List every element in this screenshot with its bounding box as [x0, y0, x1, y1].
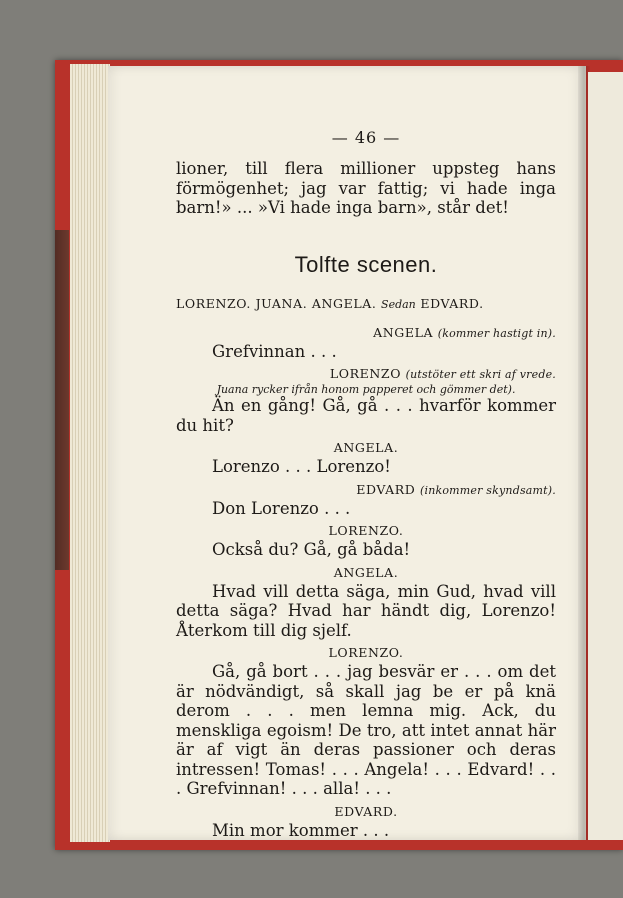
- page-edges: [70, 64, 110, 842]
- speaker-name: EDVARD: [356, 481, 416, 497]
- cast-edvard: EDVARD.: [420, 295, 484, 311]
- speaker-name: LORENZO.: [328, 645, 404, 660]
- speech-text: Lorenzo . . . Lorenzo!: [212, 457, 391, 476]
- speech-text: Don Lorenzo . . .: [212, 498, 351, 518]
- speaker-line: [176, 523, 556, 538]
- speaker-name: ANGELA: [373, 324, 434, 340]
- stage-direction: (utstöter ett skri af vrede.: [405, 368, 556, 381]
- speaker-name: EDVARD.: [334, 803, 398, 819]
- speaker-line: [176, 645, 556, 660]
- cast-names: LORENZO. JUANA. ANGELA.: [176, 295, 377, 311]
- speech-text: Grefvinnan . . .: [212, 341, 337, 361]
- stage-direction: (kommer hastigt in).: [437, 326, 556, 340]
- speech-text: Också du? Gå, gå båda!: [212, 540, 411, 559]
- cast-list: [176, 296, 556, 311]
- page-content: [176, 128, 556, 840]
- speaker-line: [176, 482, 556, 497]
- speaker-name: LORENZO.: [328, 523, 404, 538]
- speaker-name: ANGELA.: [333, 564, 399, 580]
- speaker-name: LORENZO: [329, 366, 402, 381]
- speaker-line: [176, 366, 556, 381]
- speaker-line: [176, 804, 556, 819]
- cover-marbling: [55, 230, 69, 570]
- speaker-name: ANGELA.: [333, 440, 399, 455]
- page-number: — 46 —: [331, 128, 401, 147]
- speech-text: Gå, gå bort . . . jag besvär er . . . om det är nödvändigt, så skall jag be er på knä derom . . . men lemna mig. Ack, du menskliga egoism! De tro, att intet annat här är af vigt än deras passioner och deras intressen! Tomas! . . . Angela! . . . Edvard! . . . Grefvinnan! . . . alla! . . .: [176, 662, 556, 798]
- cast-after: Sedan: [381, 297, 416, 311]
- speaker-line: [176, 440, 556, 455]
- speaker-line: [176, 325, 556, 340]
- stage-direction-line: Juana rycker ifrån honom papperet och gömmer det).: [216, 383, 516, 396]
- facing-page: [588, 72, 623, 840]
- speech-text: Hvad vill detta säga, min Gud, hvad vill detta säga? Hvad har händt dig, Lorenzo! Återkom till dig sjelf.: [176, 581, 556, 640]
- scene-title: Tolfte scenen.: [294, 251, 438, 277]
- speech-text: Än en gång! Gå, gå . . . hvarför kommer du hit?: [176, 396, 556, 435]
- speaker-line: [176, 565, 556, 580]
- opening-paragraph: lioner, till flera millioner uppsteg hans förmögenhet; jag var fattig; vi hade inga barn!» ... »Vi hade inga barn», står det!: [176, 159, 556, 217]
- speech-text: Min mor kommer . . .: [212, 820, 390, 840]
- stage-direction: (inkommer skyndsamt).: [419, 483, 556, 497]
